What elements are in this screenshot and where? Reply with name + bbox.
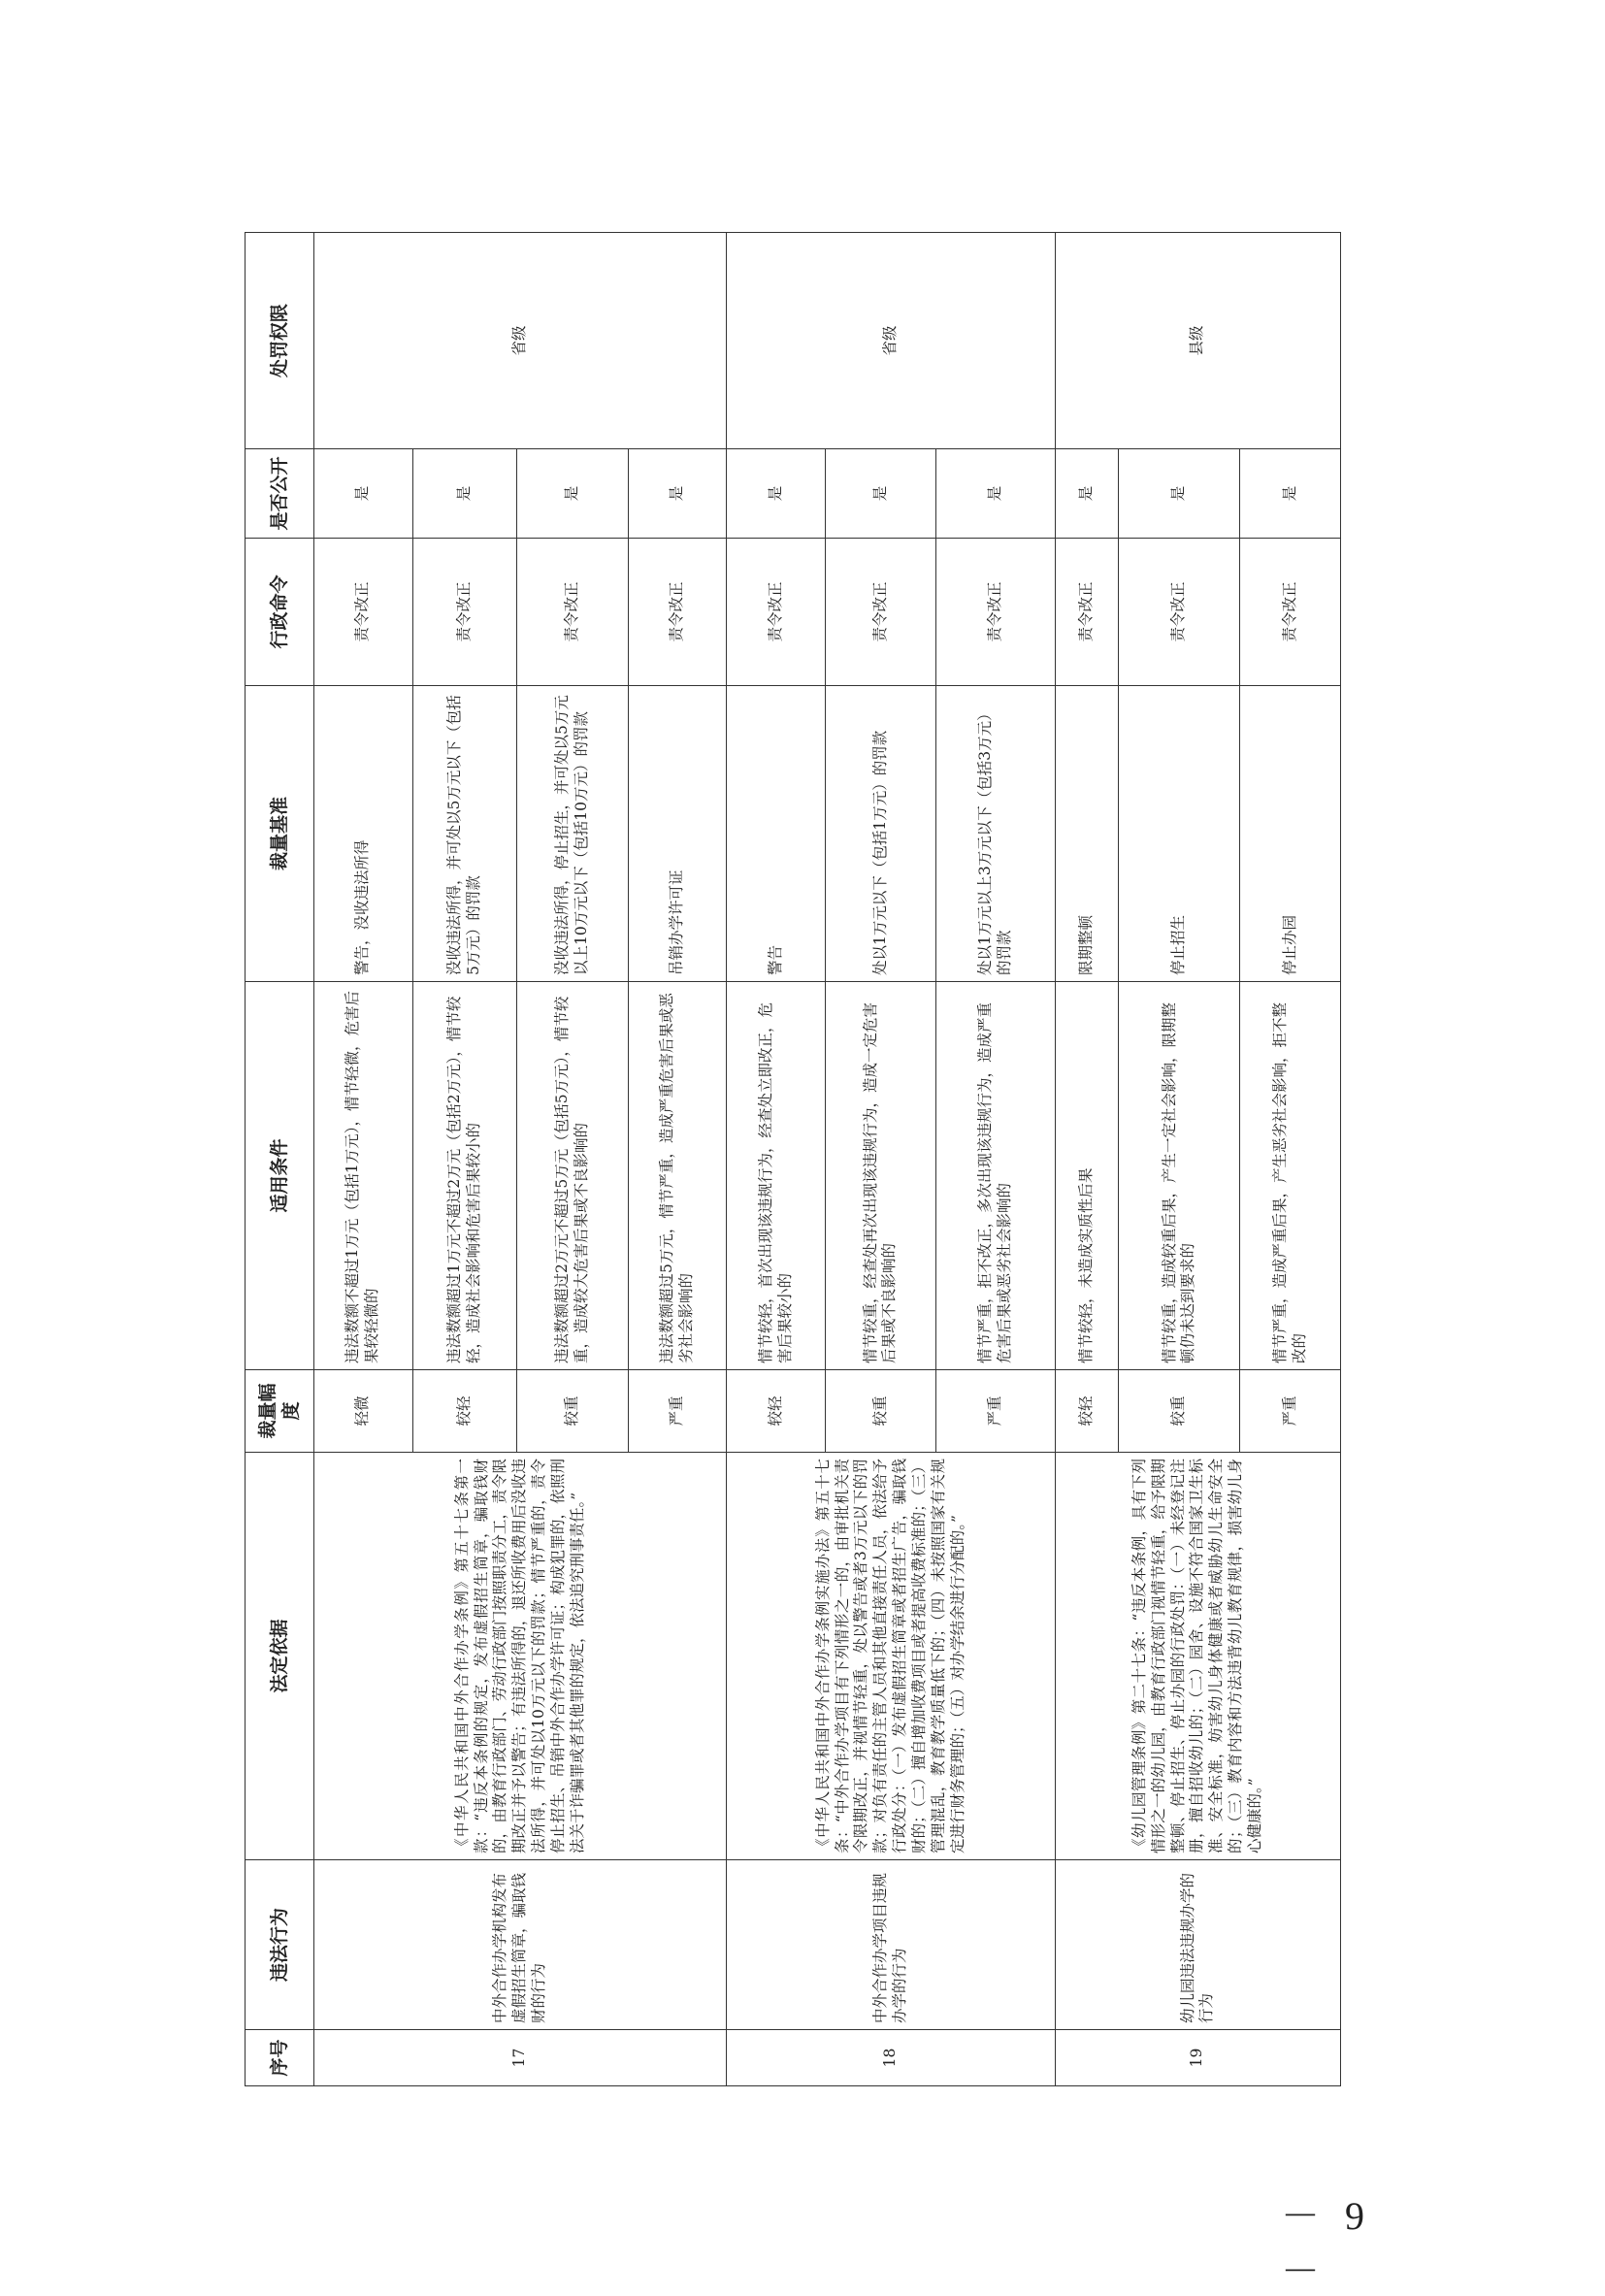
applicable-condition: 违法数额超过5万元，情节严重，造成严重危害后果或恶劣社会影响的 [628,982,727,1370]
discretion-standard: 处以1万元以下（包括1万元）的罚款 [825,686,935,982]
admin-order: 责令改正 [628,539,727,686]
penalty-authority: 省级 [314,233,727,449]
is-public: 是 [628,449,727,539]
table-row [727,233,826,2086]
admin-order: 责令改正 [727,539,826,686]
admin-order: 责令改正 [412,539,517,686]
discretion-level: 较重 [1119,1370,1240,1453]
is-public: 是 [314,449,413,539]
table-row [314,233,413,2086]
violation-text: 中外合作办学项目违规办学的行为 [727,1860,1056,2030]
admin-order: 责令改正 [314,539,413,686]
discretion-standard: 警告 [727,686,826,982]
admin-order: 责令改正 [1119,539,1240,686]
is-public: 是 [1119,449,1240,539]
discretion-level: 较重 [825,1370,935,1453]
row-number: 19 [1055,2030,1340,2086]
is-public: 是 [936,449,1056,539]
penalty-authority: 县级 [1055,233,1340,449]
legal-basis-text: 《幼儿园管理条例》第二十七条：“违反本条例，具有下列情形之一的幼儿园，由教育行政部门视情节轻重，给予限期整顿、停止招生、停止办园的行政处罚：（一）未经登记注册，擅自招收幼儿的；（二）园舍、设施不符合国家卫生标准、安全标准，妨害幼儿身体健康或者威胁幼儿生命安全的；（三）教育内容和方法违背幼儿教育规律，损害幼儿身心健康的。” [1055,1453,1340,1860]
applicable-condition: 情节较轻，首次出现该违规行为，经查处立即改正，危害后果较小的 [727,982,826,1370]
table-header-row [246,233,314,2086]
table-row [1055,233,1119,2086]
discretion-standard: 警告，没收违法所得 [314,686,413,982]
applicable-condition: 情节严重，造成严重后果，产生恶劣社会影响，拒不整改的 [1240,982,1341,1370]
discretion-standard: 没收违法所得，并可处以5万元以下（包括5万元）的罚款 [412,686,517,982]
admin-order: 责令改正 [517,539,628,686]
is-public: 是 [412,449,517,539]
is-public: 是 [825,449,935,539]
is-public: 是 [727,449,826,539]
discretion-standards-table [245,232,1341,2086]
rotated-page-content [245,233,1341,2086]
discretion-level: 严重 [1240,1370,1341,1453]
discretion-standard: 吊销办学许可证 [628,686,727,982]
discretion-level: 轻微 [314,1370,413,1453]
admin-order: 责令改正 [1240,539,1341,686]
violation-text: 中外合作办学机构发布虚假招生简章，骗取钱财的行为 [314,1860,727,2030]
penalty-authority: 省级 [727,233,1056,449]
page-number: － 9 － [1281,2194,1372,2293]
admin-order: 责令改正 [936,539,1056,686]
violation-text: 幼儿园违法违规办学的行为 [1055,1860,1340,2030]
discretion-level: 严重 [628,1370,727,1453]
applicable-condition: 情节较重，造成较重后果，产生一定社会影响，限期整顿仍未达到要求的 [1119,982,1240,1370]
applicable-condition: 情节较轻，未造成实质性后果 [1055,982,1119,1370]
discretion-standard: 停止办园 [1240,686,1341,982]
header-standard: 裁量基准 [246,686,314,982]
discretion-level: 严重 [936,1370,1056,1453]
applicable-condition: 违法数额不超过1万元（包括1万元），情节轻微，危害后果较轻微的 [314,982,413,1370]
applicable-condition: 情节较重，经查处再次出现该违规行为，造成一定危害后果或不良影响的 [825,982,935,1370]
is-public: 是 [1240,449,1341,539]
header-admin-order: 行政命令 [246,539,314,686]
applicable-condition: 违法数额超过1万元不超过2万元（包括2万元），情节较轻，造成社会影响和危害后果较小的 [412,982,517,1370]
discretion-standard: 限期整顿 [1055,686,1119,982]
header-legal-basis: 法定依据 [246,1453,314,1860]
admin-order: 责令改正 [1055,539,1119,686]
header-violation: 违法行为 [246,1860,314,2030]
is-public: 是 [1055,449,1119,539]
legal-basis-text: 《中华人民共和国中外合作办学条例实施办法》第五十七条：“中外合作办学项目有下列情形之一的，由审批机关责令限期改正，并视情节轻重，处以警告或者3万元以下的罚款；对负有责任的主管人员和其他直接责任人员，依法给予行政处分：（一）发布虚假招生简章或者招生广告，骗取钱财的；（二）擅自增加收费项目或者提高收费标准的；（三）管理混乱，教育教学质量低下的；（四）未按照国家有关规定进行财务管理的；（五）对办学结余进行分配的。” [727,1453,1056,1860]
discretion-standard: 停止招生 [1119,686,1240,982]
applicable-condition: 违法数额超过2万元不超过5万元（包括5万元），情节较重，造成较大危害后果或不良影响的 [517,982,628,1370]
applicable-condition: 情节严重，拒不改正，多次出现该违规行为，造成严重危害后果或恶劣社会影响的 [936,982,1056,1370]
header-public: 是否公开 [246,449,314,539]
discretion-standard: 没收违法所得，停止招生，并可处以5万元以上10万元以下（包括10万元）的罚款 [517,686,628,982]
discretion-level: 较轻 [1055,1370,1119,1453]
discretion-level: 较轻 [727,1370,826,1453]
is-public: 是 [517,449,628,539]
row-number: 17 [314,2030,727,2086]
header-authority: 处罚权限 [246,233,314,449]
discretion-standard: 处以1万元以上3万元以下（包括3万元）的罚款 [936,686,1056,982]
admin-order: 责令改正 [825,539,935,686]
legal-basis-text: 《中华人民共和国中外合作办学条例》第五十七条第一款：“违反本条例的规定，发布虚假招生简章，骗取钱财的，由教育行政部门、劳动行政部门按照职责分工，责令限期改正并予以警告；有违法所得的，退还所收费用后没收违法所得，并可处以10万元以下的罚款；情节严重的，责令停止招生、吊销中外合作办学许可证；构成犯罪的，依照刑法关于诈骗罪或者其他罪的规定，依法追究刑事责任。” [314,1453,727,1860]
header-discretion-range: 裁量幅度 [246,1370,314,1453]
discretion-level: 较轻 [412,1370,517,1453]
header-conditions: 适用条件 [246,982,314,1370]
discretion-level: 较重 [517,1370,628,1453]
header-no: 序号 [246,2030,314,2086]
row-number: 18 [727,2030,1056,2086]
